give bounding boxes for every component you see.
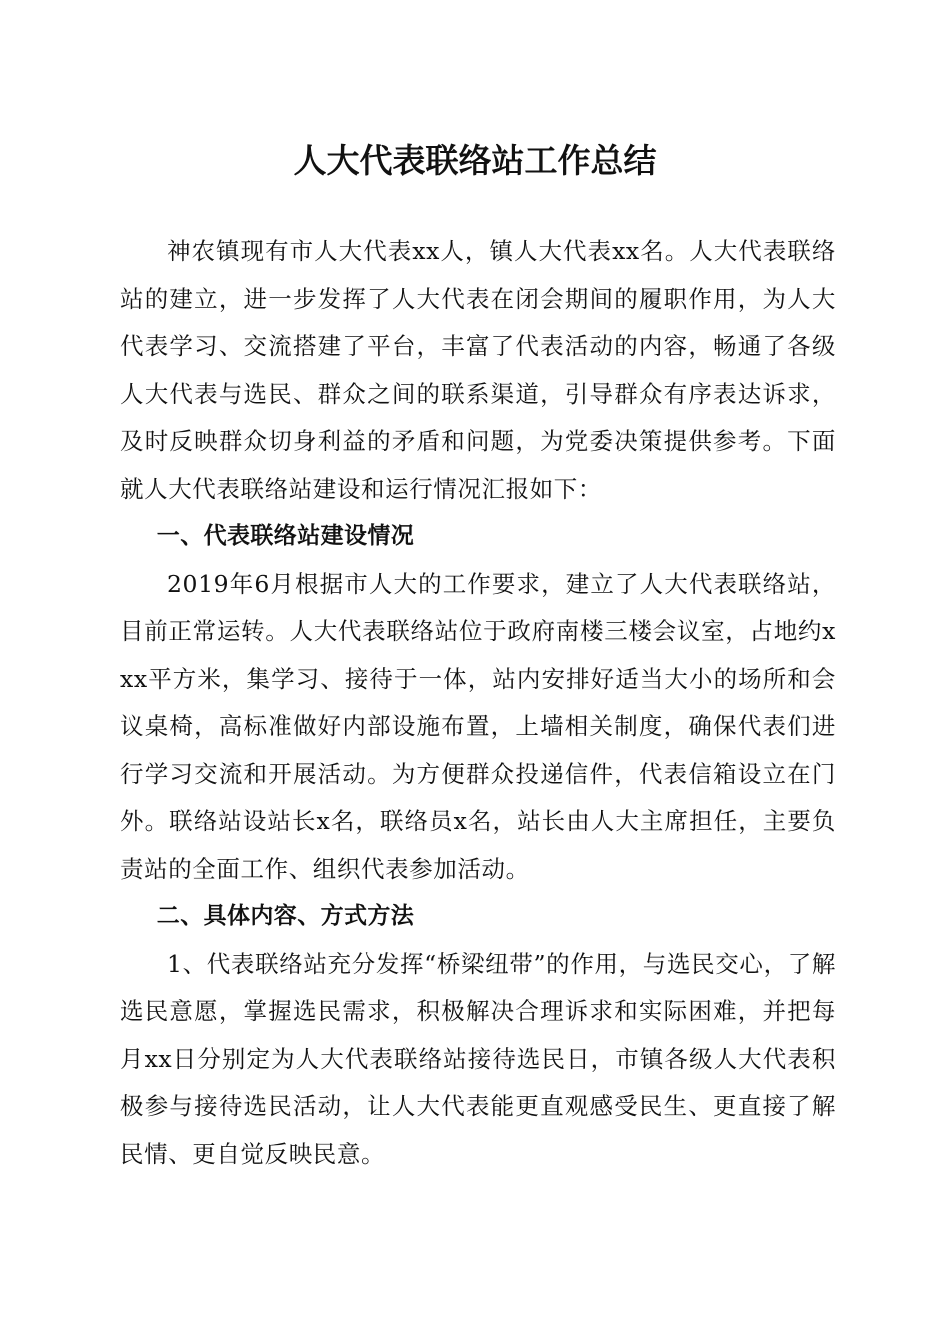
document-title: 人大代表联络站工作总结 bbox=[293, 141, 657, 180]
document-body bbox=[120, 228, 836, 1178]
section-heading-construction: 一、代表联络站建设情况 bbox=[156, 523, 415, 549]
intro-paragraph: 神农镇现有市人大代表xx人，镇人大代表xx名。人大代表联络站的建立，进一步发挥了人大代表在闭会期间的履职作用，为人大代表学习、交流搭建了平台，丰富了代表活动的内容，畅通了各级人大代表与选民、群众之间的联系渠道，引导群众有序表达诉求，及时反映群众切身利益的矛盾和问题，为党委决策提供参考。下面就人大代表联络站建设和运行情况汇报如下： bbox=[120, 237, 836, 503]
construction-paragraph: 2019年6月根据市人大的工作要求，建立了人大代表联络站，目前正常运转。人大代表联络站位于政府南楼三楼会议室，占地约xxx平方米，集学习、接待于一体，站内安排好适当大小的场所和会议桌椅，高标准做好内部设施布置，上墙相关制度，确保代表们进行学习交流和开展活动。为方便群众投递信件，代表信箱设立在门外。联络站设站长x名，联络员x名，站长由人大主席担任，主要负责站的全面工作、组织代表参加活动。 bbox=[120, 569, 836, 883]
section-heading-methods: 二、具体内容、方式方法 bbox=[156, 903, 415, 929]
methods-paragraph-1: 1、代表联络站充分发挥“桥梁纽带”的作用，与选民交心，了解选民意愿，掌握选民需求，积极解决合理诉求和实际困难，并把每月xx日分别定为人大代表联络站接待选民日，市镇各级人大代表积极参与接待选民活动，让人大代表能更直观感受民生、更直接了解民情、更自觉反映民意。 bbox=[120, 949, 836, 1168]
